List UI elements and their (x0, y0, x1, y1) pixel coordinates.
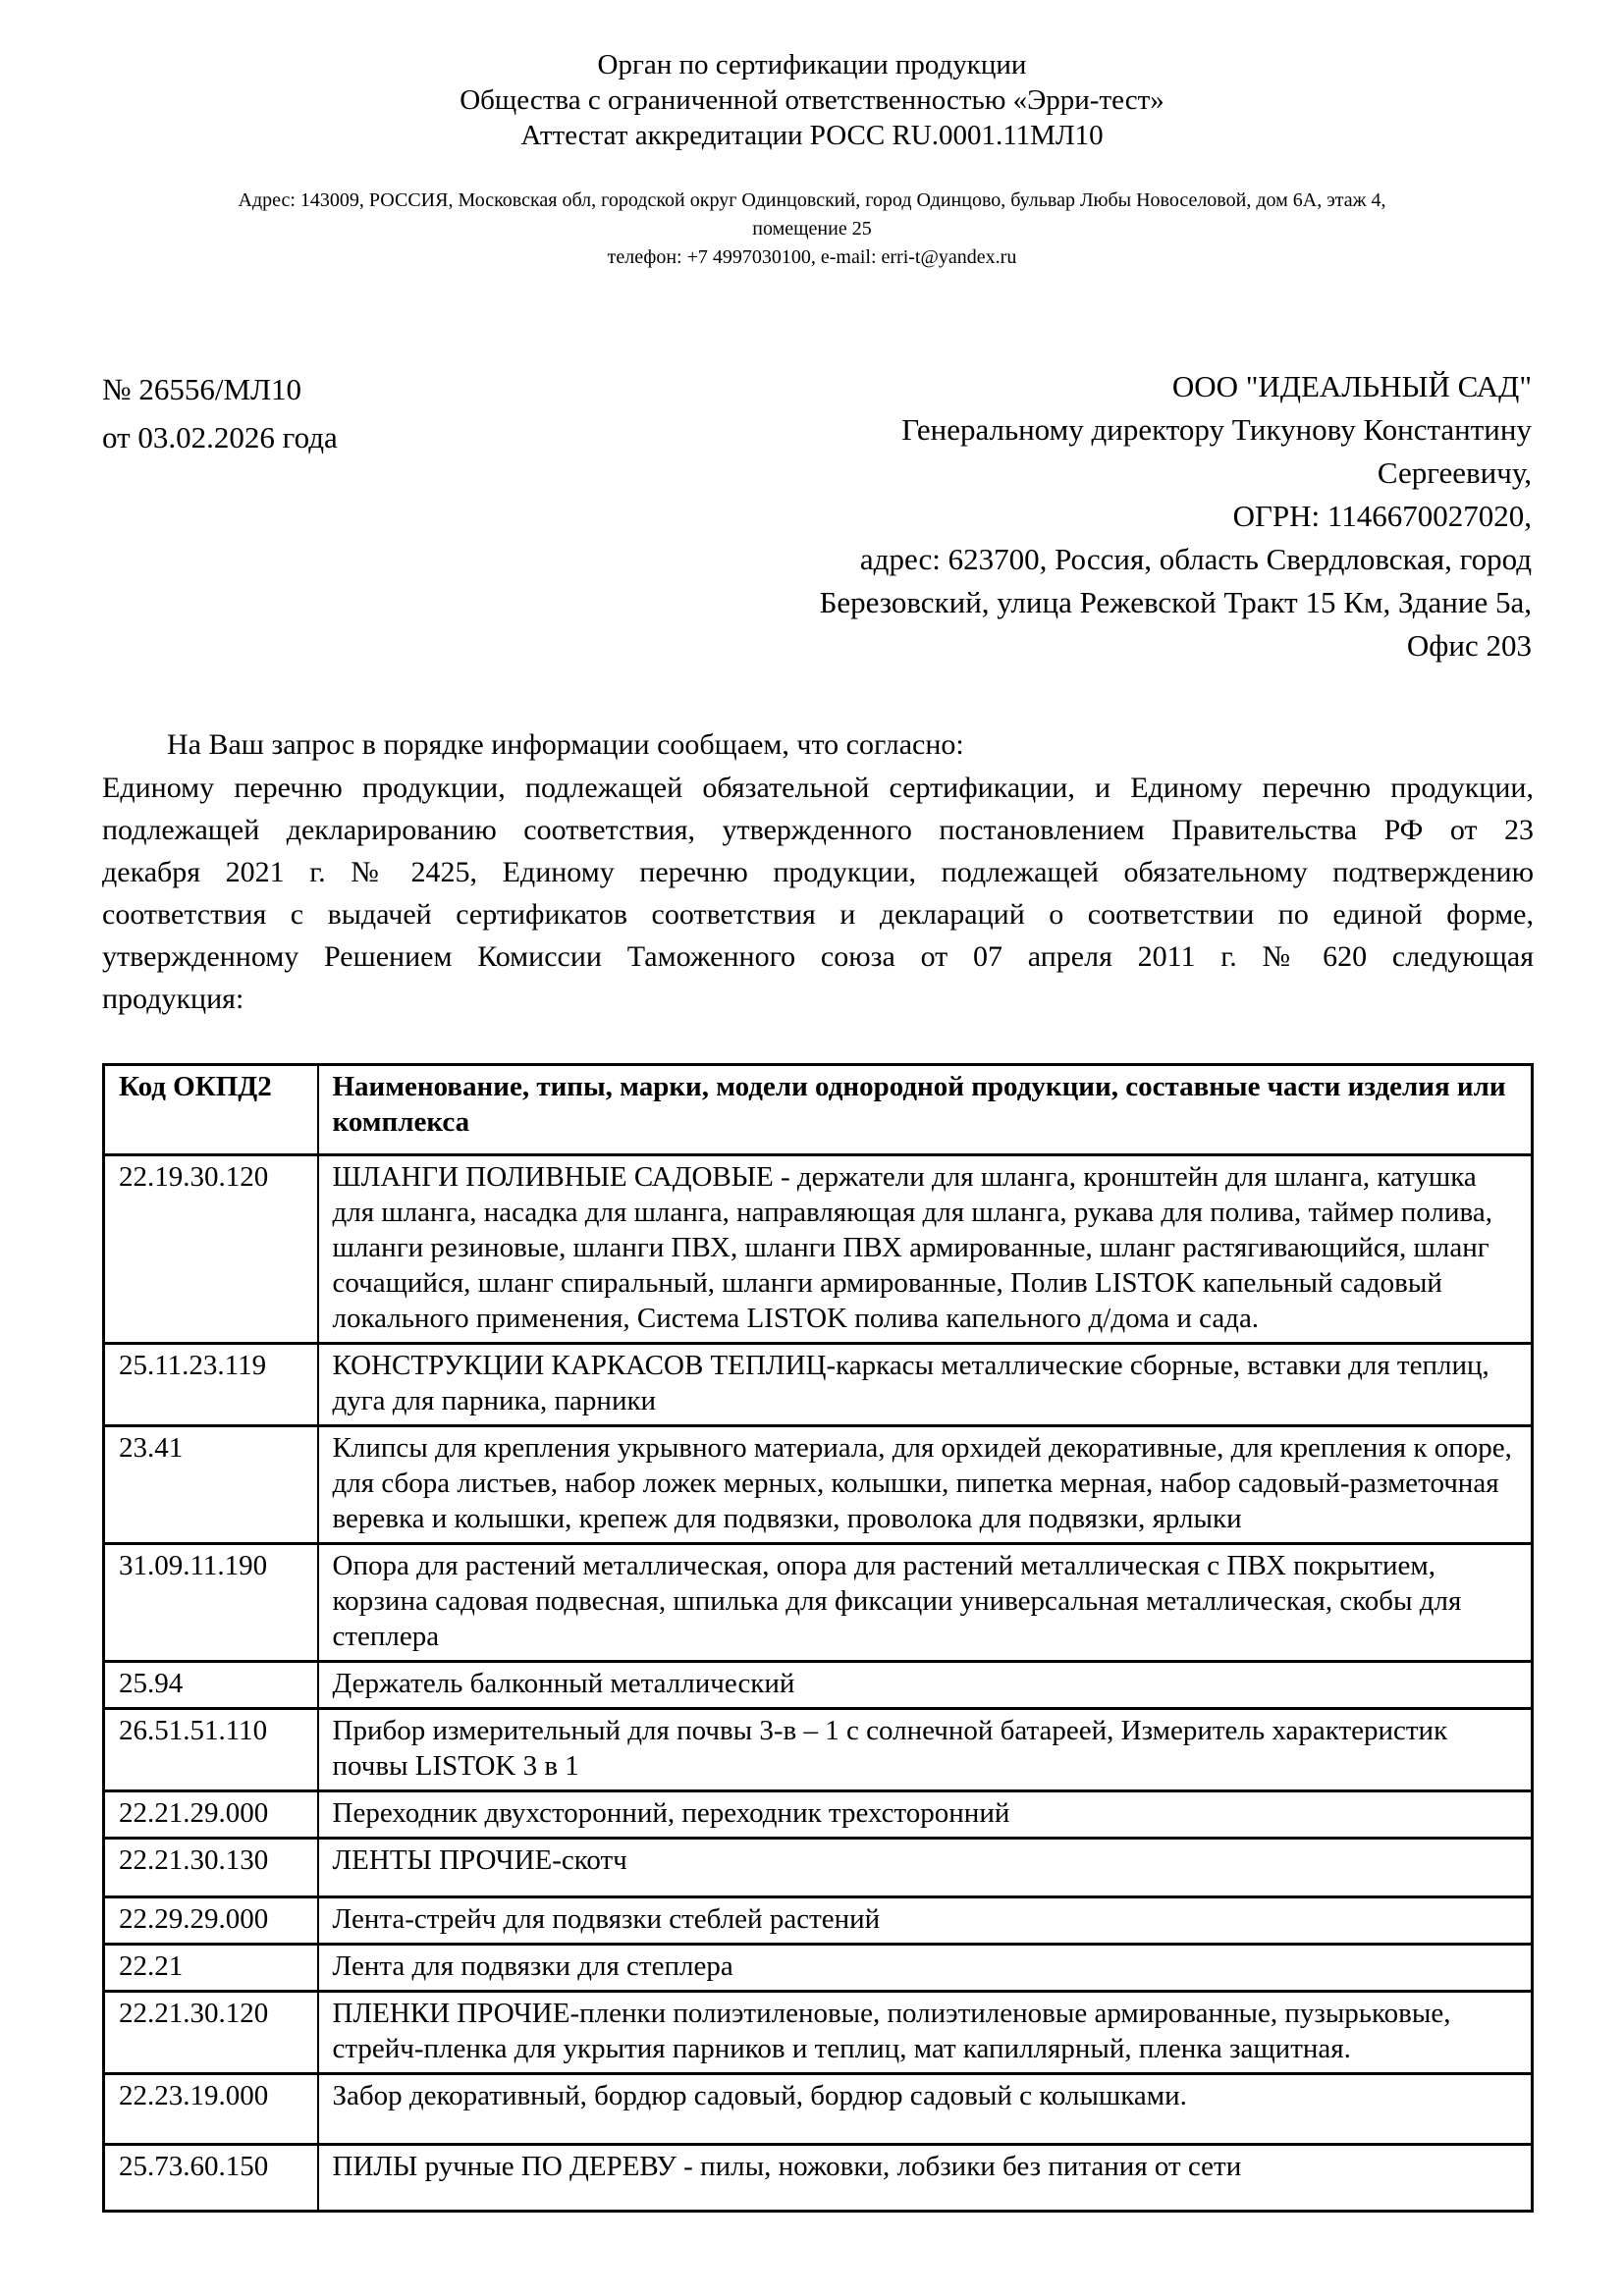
okpd2-code-cell: 22.21.30.130 (104, 1839, 318, 1897)
product-name-cell: КОНСТРУКЦИИ КАРКАСОВ ТЕПЛИЦ-каркасы металлические сборные, вставки для теплиц, дуга для парника, парники (318, 1344, 1533, 1426)
table-header-row (104, 1065, 1533, 1155)
product-name-cell: ПИЛЫ ручные ПО ДЕРЕВУ - пилы, ножовки, лобзики без питания от сети (318, 2145, 1533, 2212)
product-name-cell: ЛЕНТЫ ПРОЧИЕ-скотч (318, 1839, 1533, 1897)
product-name-cell: Прибор измерительный для почвы 3-в – 1 с солнечной батареей, Измеритель характеристик почвы LISTOK 3 в 1 (318, 1709, 1533, 1791)
recipient-address-line-3: Офис 203 (1406, 628, 1532, 663)
product-table-head (104, 1065, 1533, 1155)
product-name-cell: Переходник двухсторонний, переходник трехсторонний (318, 1791, 1533, 1839)
recipient-director-line-1: Генеральному директору Тикунову Константину (901, 412, 1532, 447)
body-intro: На Ваш запрос в порядке информации сообщаем, что согласно: (167, 728, 964, 761)
reference-block (102, 365, 338, 461)
product-table-body (104, 1155, 1533, 2212)
product-name-cell: ПЛЕНКИ ПРОЧИЕ-пленки полиэтиленовые, полиэтиленовые армированные, пузырьковые, стрейч-пленка для укрытия парников и теплиц, мат капиллярный, пленка защитная. (318, 1992, 1533, 2074)
table-row (104, 1662, 1533, 1709)
org-name-line-2: Общества с ограниченной ответственностью «Эрри-тест» (460, 84, 1164, 116)
product-name-cell: ШЛАНГИ ПОЛИВНЫЕ САДОВЫЕ - держатели для шланга, кронштейн для шланга, катушка для шланга, насадка для шланга, направляющая для шланга, рукава для полива, таймер полива, шланги резиновые, шланги ПВХ, шланги ПВХ армированные, шланг растягивающийся, шланг сочащийся, шланг спиральный, шланги армированные, Полив LISTOK капельный садовый локального применения, Система LISTOK полива капельного д/дома и сада. (318, 1155, 1533, 1344)
okpd2-code-cell: 22.21.30.120 (104, 1992, 318, 2074)
recipient-ogrn: ОГРН: 1146670027020, (1232, 499, 1532, 533)
table-row (104, 2074, 1533, 2145)
letter-body (102, 723, 1534, 1020)
okpd2-code-cell: 26.51.51.110 (104, 1709, 318, 1791)
recipient-address-line-1: адрес: 623700, Россия, область Свердловская, город (859, 542, 1532, 576)
product-name-cell: Забор декоративный, бордюр садовый, бордюр садовый с колышками. (318, 2074, 1533, 2145)
table-row (104, 1897, 1533, 1945)
body-paragraph: Единому перечню продукции, подлежащей обязательной сертификации, и Единому перечню продукции, подлежащей декларированию соответствия, утвержденного постановлением Правительства РФ от 23 декабря 2021 г. № 2425, Единому перечню продукции, подлежащей обязательному подтверждению соответствия с выдачей сертификатов соответствия и деклараций о соответствии по единой форме, утвержденному Решением Комиссии Таможенного союза от 07 апреля 2011 г. № 620 следующая продукция: (102, 772, 1534, 1015)
product-name-cell: Держатель балконный металлический (318, 1662, 1533, 1709)
okpd2-code-cell: 22.21.29.000 (104, 1791, 318, 1839)
table-row (104, 1791, 1533, 1839)
column-header-name: Наименование, типы, марки, модели однородной продукции, составные части изделия или комплекса (318, 1065, 1533, 1155)
okpd2-code-cell: 22.21 (104, 1945, 318, 1992)
product-name-cell: Лента-стрейч для подвязки стеблей растений (318, 1897, 1533, 1945)
recipient-company: ООО "ИДЕАЛЬНЫЙ САД" (1171, 369, 1532, 403)
table-row (104, 1945, 1533, 1992)
table-row (104, 1344, 1533, 1426)
okpd2-code-cell: 25.11.23.119 (104, 1344, 318, 1426)
product-name-cell: Опора для растений металлическая, опора для растений металлическая с ПВХ покрытием, корзина садовая подвесная, шпилька для фиксации универсальная металлическая, скобы для степлера (318, 1544, 1533, 1662)
accreditation-line: Аттестат аккредитации РОСС RU.0001.11МЛ10 (520, 120, 1104, 151)
okpd2-code-cell: 23.41 (104, 1426, 318, 1544)
okpd2-code-cell: 22.23.19.000 (104, 2074, 318, 2145)
table-row (104, 1992, 1533, 2074)
recipient-director-line-2: Сергеевичу, (1377, 455, 1532, 490)
product-name-cell: Клипсы для крепления укрывного материала, для орхидей декоративные, для крепления к опоре, для сбора листьев, набор ложек мерных, колышки, пипетка мерная, набор садовый-разметочная веревка и колышки, крепеж для подвязки, проволока для подвязки, ярлыки (318, 1426, 1533, 1544)
recipient-block (648, 365, 1532, 667)
product-table (102, 1063, 1534, 2213)
table-row (104, 1839, 1533, 1897)
column-header-okpd2: Код ОКПД2 (104, 1065, 318, 1155)
table-row (104, 1544, 1533, 1662)
org-header (0, 47, 1624, 272)
table-row (104, 1709, 1533, 1791)
okpd2-code-cell: 25.73.60.150 (104, 2145, 318, 2212)
table-row (104, 2145, 1533, 2212)
letter-number: № 26556/МЛ10 (102, 372, 302, 406)
okpd2-code-cell: 25.94 (104, 1662, 318, 1709)
org-name-line-1: Орган по сертификации продукции (597, 49, 1027, 80)
table-row (104, 1426, 1533, 1544)
recipient-address-line-2: Березовский, улица Режевской Тракт 15 Км, Здание 5а, (819, 585, 1532, 619)
letter-date: от 03.02.2026 года (102, 420, 338, 454)
okpd2-code-cell: 22.19.30.120 (104, 1155, 318, 1344)
table-row (104, 1155, 1533, 1344)
org-address-line-1: Адрес: 143009, РОССИЯ, Московская обл, городской округ Одинцовский, город Одинцово, бульвар Любы Новоселовой, дом 6А, этаж 4, (238, 189, 1386, 211)
org-contacts (0, 187, 1624, 272)
okpd2-code-cell: 31.09.11.190 (104, 1544, 318, 1662)
org-address-line-2: помещение 25 (752, 218, 872, 240)
okpd2-code-cell: 22.29.29.000 (104, 1897, 318, 1945)
product-name-cell: Лента для подвязки для степлера (318, 1945, 1533, 1992)
org-phone-email: телефон: +7 4997030100, e-mail: erri-t@yandex.ru (607, 246, 1017, 268)
